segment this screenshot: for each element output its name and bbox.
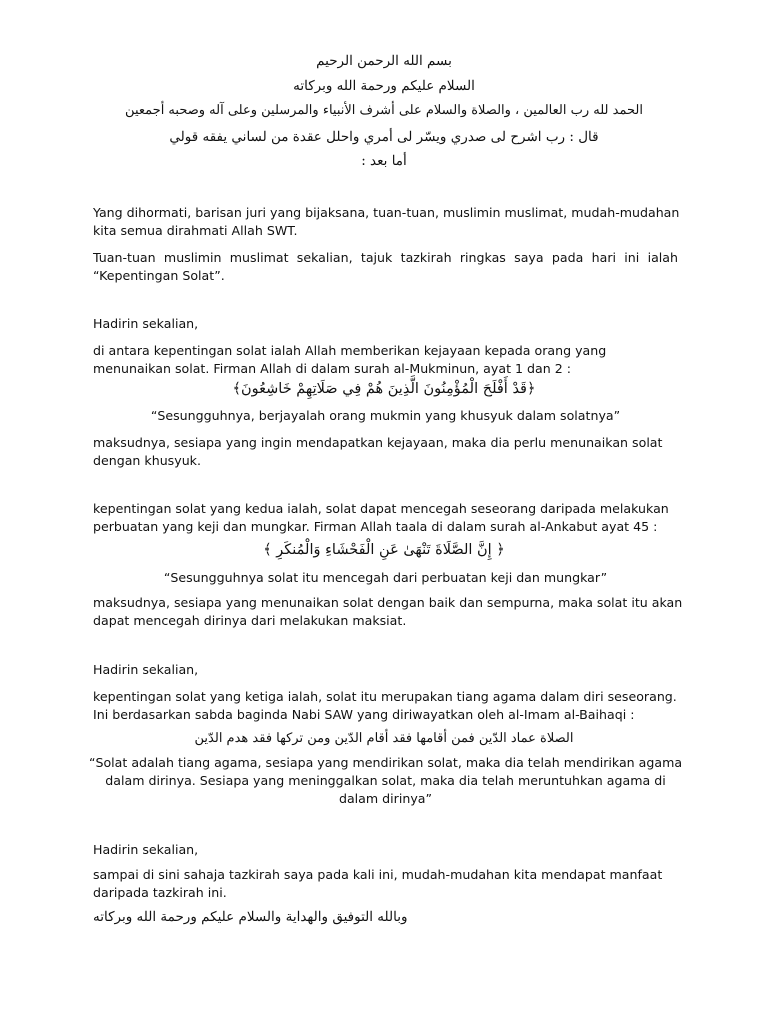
section2-line1: kepentingan solat yang kedua ialah, solat dapat mencegah seseorang daripada melakukan [93, 501, 669, 516]
opening-doa: قال : رب اشرح لى صدري ويسّر لى أمري واحلل عقدة من لساني يفقه قولي [169, 129, 599, 145]
closing-line2: daripada tazkirah ini. [93, 885, 227, 900]
section3-hadirin: Hadirin sekalian, [93, 662, 199, 677]
closing-line1: sampai di sini sahaja tazkirah saya pada kali ini, mudah-mudahan kita mendapat manfaat [93, 867, 663, 882]
section1-hadirin: Hadirin sekalian, [93, 316, 199, 331]
closing-hadirin: Hadirin sekalian, [93, 842, 199, 857]
opening-salam: السلام عليكم ورحمة الله وبركاته [293, 78, 475, 94]
section1-line1: di antara kepentingan solat ialah Allah memberikan kejayaan kepada orang yang [93, 343, 607, 358]
section2-translation: “Sesungguhnya solat itu mencegah dari perbuatan keji dan mungkar” [163, 570, 608, 585]
closing-salam: وبالله التوفيق والهداية والسلام عليكم ورحمة الله وبركاته [93, 909, 408, 925]
section1-meaning-line1: maksudnya, sesiapa yang ingin mendapatkan kejayaan, maka dia perlu menunaikan solat [93, 435, 663, 450]
section3-translation-line1: “Solat adalah tiang agama, sesiapa yang mendirikan solat, maka dia telah mendirikan agama [88, 755, 683, 770]
hamdalah: الحمد لله رب العالمين ، والصلاة والسلام على أشرف الأنبياء والمرسلين وعلى آله وصحبه أجمعين [125, 103, 643, 118]
section3-translation-line2: dalam dirinya. Sesiapa yang meninggalkan solat, maka dia telah meruntuhkan agama di [105, 773, 666, 788]
section1-line2: menunaikan solat. Firman Allah di dalam surah al-Mukminun, ayat 1 dan 2 : [93, 361, 571, 376]
section1-verse: ﴿قَدْ أَفْلَحَ الْمُؤْمِنُونَ الَّذِينَ هُمْ فِي صَلَاتِهِمْ خَاشِعُونَ﴾ [232, 381, 536, 397]
basmalah: بسم الله الرحمن الرحيم [316, 53, 452, 69]
section1-meaning-line2: dengan khusyuk. [93, 453, 201, 468]
section2-meaning-line2: dapat mencegah dirinya dari melakukan maksiat. [93, 613, 407, 628]
section2-meaning-line1: maksudnya, sesiapa yang menunaikan solat dengan baik dan sempurna, maka solat itu akan [93, 595, 683, 610]
amma-bad: أما بعد : [361, 153, 407, 169]
section1-translation: “Sesungguhnya, berjayalah orang mukmin yang khusyuk dalam solatnya” [150, 408, 621, 423]
section3-line1: kepentingan solat yang ketiga ialah, solat itu merupakan tiang agama dalam diri seseorang. [93, 689, 677, 704]
section3-line2: Ini berdasarkan sabda baginda Nabi SAW yang diriwayatkan oleh al-Imam al-Baihaqi : [93, 707, 635, 722]
intro-greeting-line1: Yang dihormati, barisan juri yang bijaksana, tuan-tuan, muslimin muslimat, mudah-mudahan [93, 205, 680, 220]
section3-hadith: الصلاة عماد الدّين فمن أقامها فقد أقام الدّين ومن تركها فقد هدم الدّين [194, 731, 574, 746]
intro-topic: Tuan-tuan muslimin muslimat sekalian, tajuk tazkirah ringkas saya pada hari ini ialah “Kepentingan Solat”. [93, 250, 678, 283]
section3-translation-line3: dalam dirinya” [338, 791, 433, 806]
intro-greeting-line2: kita semua dirahmati Allah SWT. [93, 223, 298, 238]
section2-line2: perbuatan yang keji dan mungkar. Firman Allah taala di dalam surah al-Ankabut ayat 45 : [93, 519, 658, 534]
section2-verse: ﴿ إِنَّ الصَّلَاةَ تَنْهَىٰ عَنِ الْفَحْشَاءِ وَالْمُنكَرِ ﴾ [263, 542, 505, 558]
